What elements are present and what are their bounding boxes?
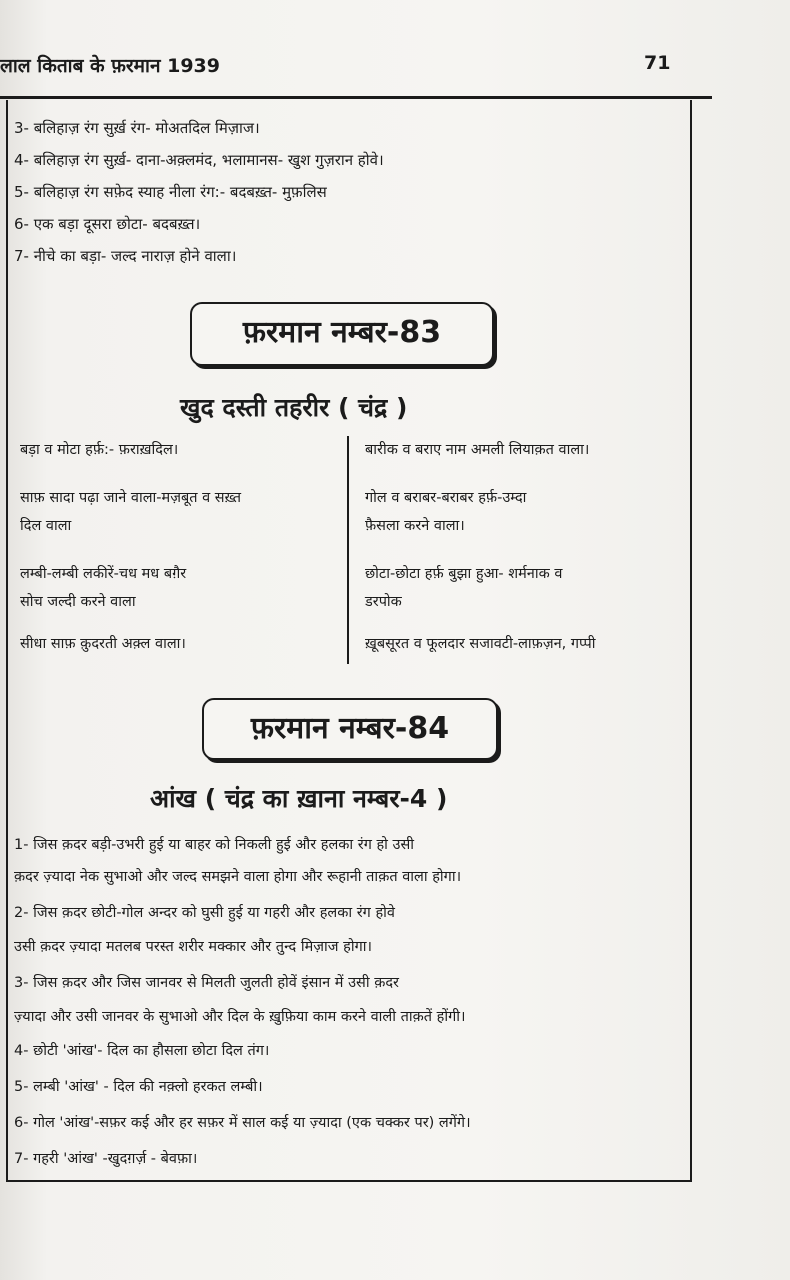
- farman-84-heading: फ़रमान नम्बर-84: [202, 698, 498, 760]
- cell-line: साफ़ सादा पढ़ा जाने वाला-मज़बूत व सख़्त: [20, 490, 241, 506]
- farman-83-heading: फ़रमान नम्बर-83: [190, 302, 494, 366]
- list-item: क़दर ज़्यादा नेक सुभाओ और जल्द समझने वाला होगा और रूहानी ताक़त वाला होगा।: [14, 869, 462, 885]
- left-cell: [20, 484, 241, 540]
- list-item: उसी क़दर ज़्यादा मतलब परस्त शरीर मक्कार और तुन्द मिज़ाज होगा।: [14, 939, 373, 955]
- cell-line: सीधा साफ़ क़ुदरती अक़्ल वाला।: [20, 636, 186, 652]
- header-rule: [0, 96, 712, 99]
- cell-line: लम्बी-लम्बी लकीरें-चध मध बग़ैर: [20, 566, 187, 582]
- list-item: 2- जिस क़दर छोटी-गोल अन्दर को घुसी हुई या गहरी और हलका रंग होवे: [14, 905, 395, 921]
- list-item: 6- गोल 'आंख'-सफ़र कई और हर सफ़र में साल कई या ज़्यादा (एक चक्कर पर) लगेंगे।: [14, 1115, 471, 1131]
- list-item: 4- छोटी 'आंख'- दिल का हौसला छोटा दिल तंग।: [14, 1043, 270, 1059]
- list-item: 4- बलिहाज़ रंग सुर्ख़- दाना-अक़्लमंद, भलामानस- खुश गुज़रान होवे।: [14, 151, 384, 169]
- cell-line: डरपोक: [365, 594, 402, 610]
- farman-84-subheading: आंख ( चंद्र का ख़ाना नम्बर-4 ): [150, 784, 448, 813]
- list-item: 1- जिस क़दर बड़ी-उभरी हुई या बाहर को निकली हुई और हलका रंग हो उसी: [14, 837, 415, 853]
- right-cell: [365, 560, 562, 616]
- list-item: 5- बलिहाज़ रंग सफ़ेद स्याह नीला रंग:- बदबख़्त- मुफ़लिस: [14, 183, 327, 201]
- list-item: 3- जिस क़दर और जिस जानवर से मिलती जुलती होवें इंसान में उसी क़दर: [14, 975, 399, 991]
- cell-line: छोटा-छोटा हर्फ़ बुझा हुआ- शर्मनाक व: [365, 566, 563, 582]
- farman-83-subheading: खुद दस्ती तहरीर ( चंद्र ): [180, 393, 408, 422]
- cell-line: ख़ूबसूरत व फूलदार सजावटी-लाफ़ज़न, गप्पी: [365, 636, 596, 652]
- list-item: 5- लम्बी 'आंख' - दिल की नक़्लो हरकत लम्बी।: [14, 1079, 263, 1095]
- list-item: 7- नीचे का बड़ा- जल्द नाराज़ होने वाला।: [14, 247, 237, 265]
- list-item: 3- बलिहाज़ रंग सुर्ख़ रंग- मोअतदिल मिज़ाज।: [14, 119, 260, 137]
- cell-line: दिल वाला: [20, 518, 72, 534]
- left-cell: [20, 436, 178, 464]
- cell-line: गोल व बराबर-बराबर हर्फ़-उम्दा: [365, 490, 527, 506]
- left-cell: [20, 560, 186, 616]
- left-cell: [20, 630, 186, 658]
- right-cell: [365, 630, 596, 658]
- page-number: 71: [644, 52, 671, 74]
- list-item: 6- एक बड़ा दूसरा छोटा- बदबख़्त।: [14, 215, 201, 233]
- column-divider: [347, 436, 349, 664]
- handwriting-table: [20, 436, 690, 666]
- list-item: 7- गहरी 'आंख' -खुदग़र्ज़ - बेवफ़ा।: [14, 1151, 198, 1167]
- right-cell: [365, 436, 589, 464]
- list-item: ज़्यादा और उसी जानवर के सुभाओ और दिल के ख़ुफ़िया काम करने वाली ताक़तें होंगी।: [14, 1009, 466, 1025]
- cell-line: फ़ैसला करने वाला।: [365, 518, 465, 534]
- cell-line: बड़ा व मोटा हर्फ़:- फ़राख़दिल।: [20, 442, 179, 458]
- running-head-title: लाल किताब के फ़रमान 1939: [0, 55, 220, 77]
- right-cell: [365, 484, 526, 540]
- cell-line: बारीक व बराए नाम अमली लियाक़त वाला।: [365, 442, 590, 458]
- cell-line: सोच जल्दी करने वाला: [20, 594, 136, 610]
